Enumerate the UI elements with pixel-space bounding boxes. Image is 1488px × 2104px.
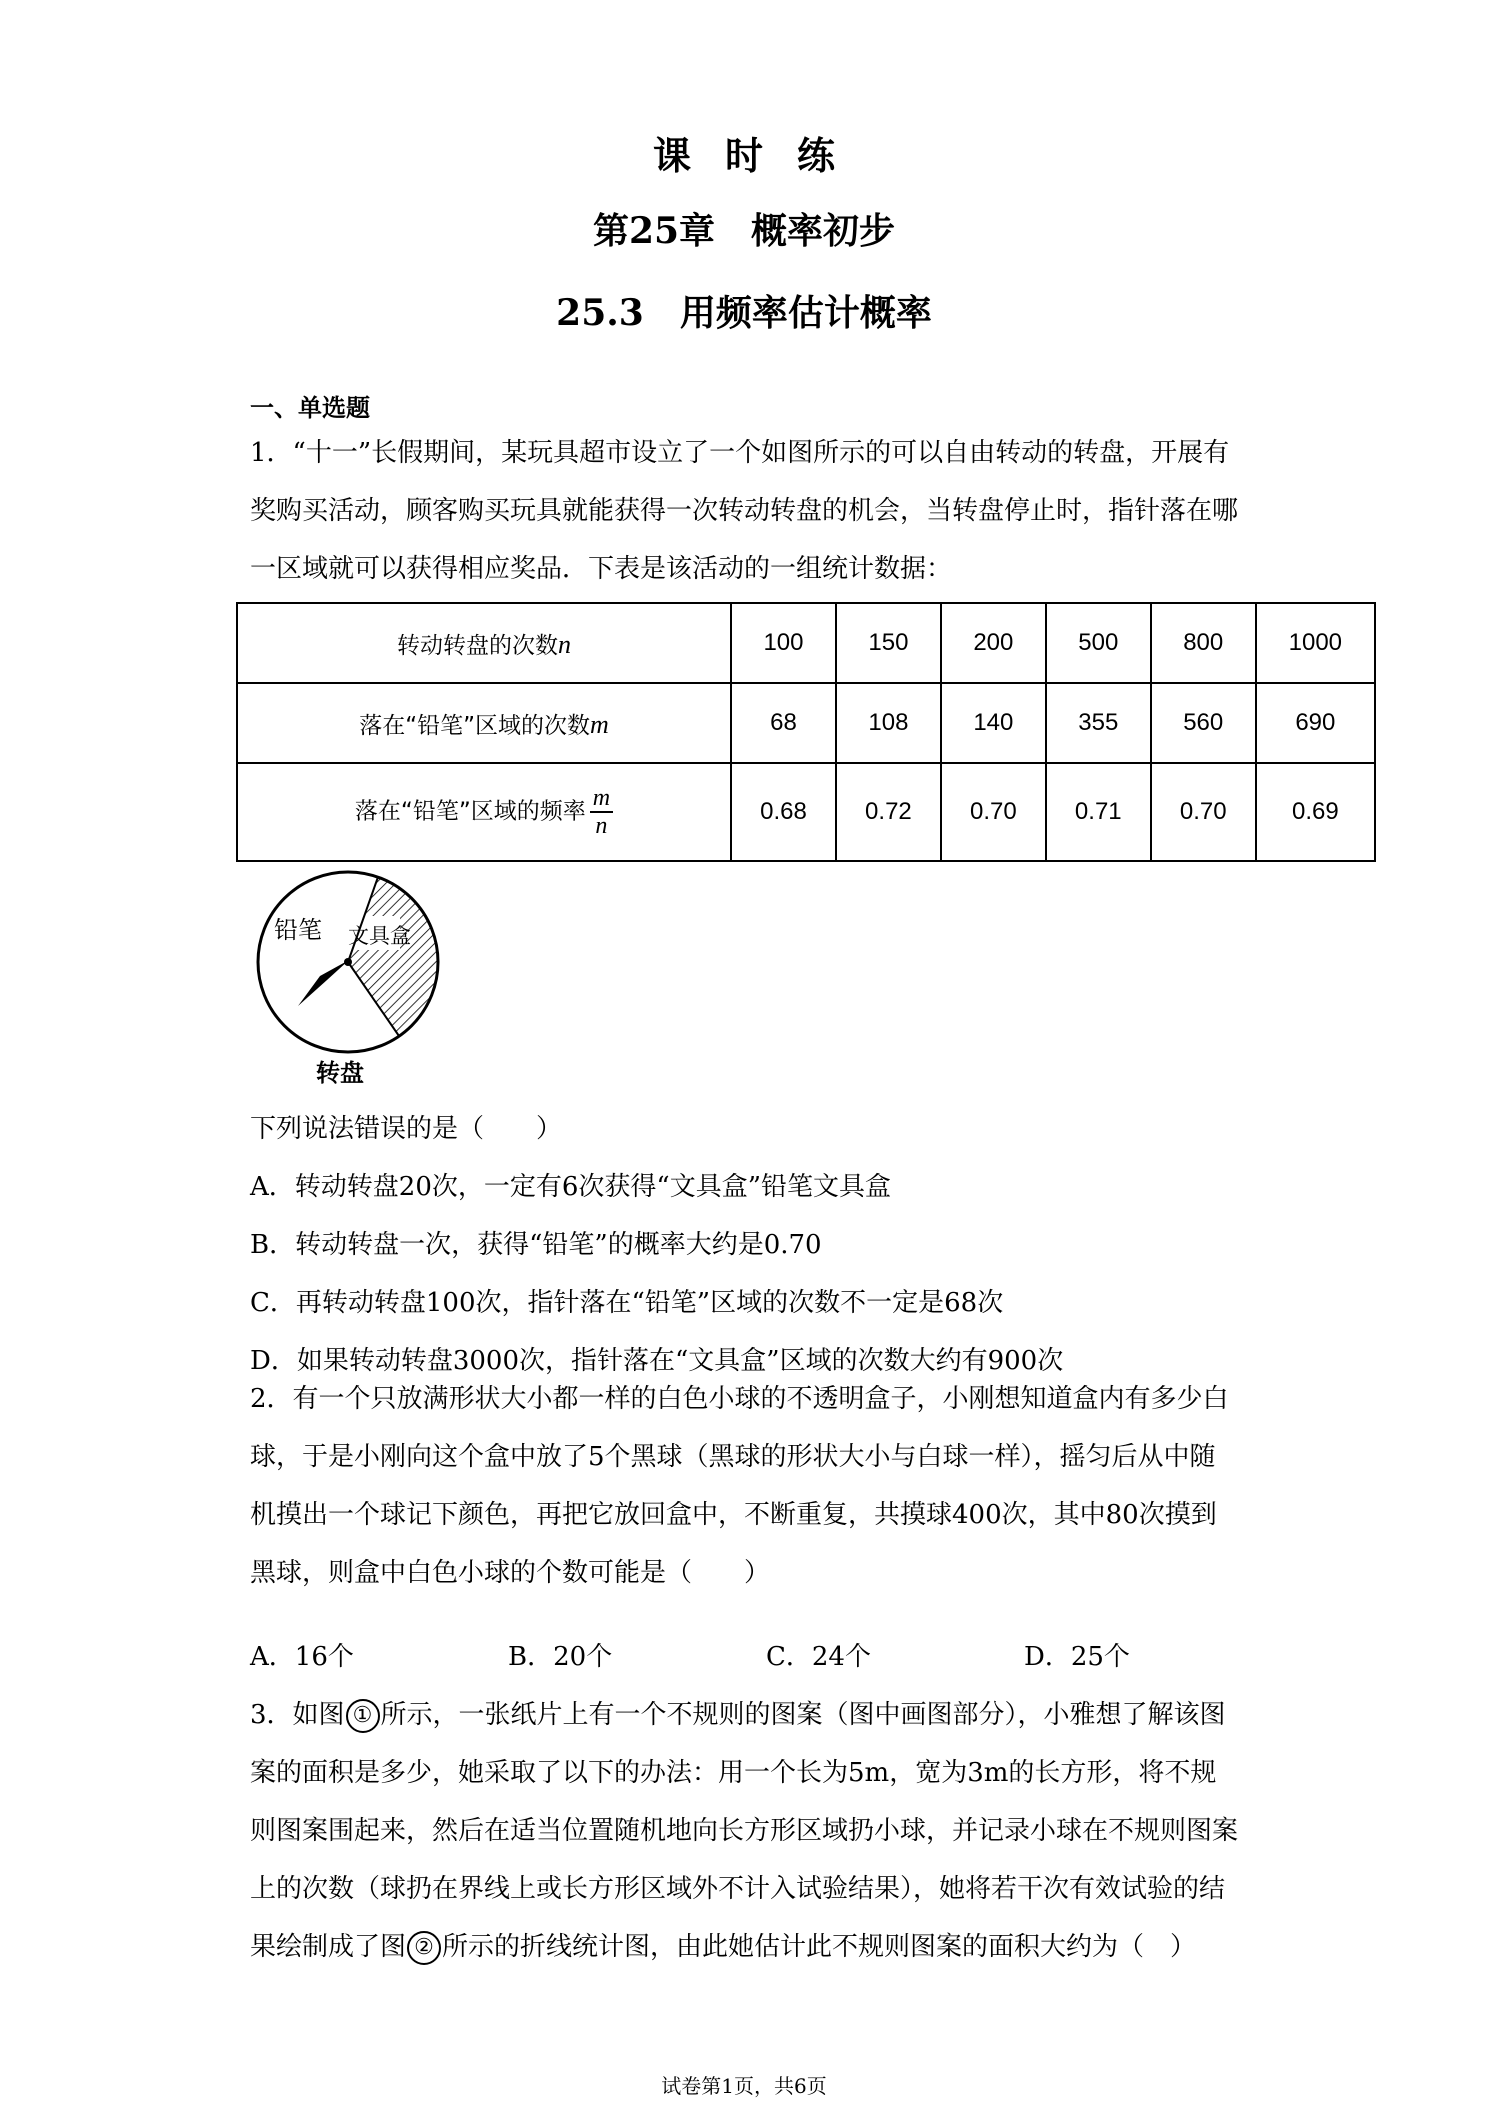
table-cell: 0.69	[1256, 763, 1375, 861]
text-line: 黑球，则盒中白色小球的个数可能是（ ）	[250, 1558, 771, 1588]
text-line: 机摸出一个球记下颜色，再把它放回盒中，不断重复，共摸球400次，其中80次摸到	[250, 1500, 1217, 1530]
question-2-text	[250, 1370, 1250, 1602]
table-cell: 355	[1046, 683, 1151, 763]
text-line	[250, 1918, 1250, 1976]
text-line: 上的次数（球扔在界线上或长方形区域外不计入试验结果），她将若干次有效试验的结	[250, 1874, 1226, 1904]
option-b: B．20个	[508, 1642, 613, 1672]
spinner-caption: 转盘	[316, 1059, 364, 1087]
text-line: 奖购买活动，顾客购买玩具就能获得一次转动转盘的机会，当转盘停止时，指针落在哪	[250, 496, 1239, 526]
table-cell: 1000	[1256, 603, 1375, 683]
table-row	[237, 603, 1375, 683]
variable: n	[558, 629, 571, 659]
pencil-label: 铅笔	[274, 916, 322, 944]
option-c: C．再转动转盘100次，指针落在“铅笔”区域的次数不一定是68次	[250, 1288, 1004, 1318]
statistics-table	[236, 602, 1376, 862]
text-line: 球，于是小刚向这个盒中放了5个黑球（黑球的形状大小与白球一样），摇匀后从中随	[250, 1442, 1216, 1472]
table-cell: 560	[1151, 683, 1256, 763]
row-label: 转动转盘的次数	[397, 632, 558, 659]
text-line: 2．有一个只放满形状大小都一样的白色小球的不透明盒子，小刚想知道盒内有多少白	[250, 1384, 1229, 1414]
table-row	[237, 763, 1375, 861]
option-d: D．25个	[1024, 1642, 1130, 1672]
option-a: A．转动转盘20次，一定有6次获得“文具盒”铅笔文具盒	[250, 1172, 891, 1202]
question-3-text	[250, 1686, 1250, 1976]
text-span: 果绘制成了图	[250, 1932, 407, 1962]
text-span: 所示的折线统计图，由此她估计此不规则图案的面积大约为（ ）	[442, 1932, 1197, 1962]
text-span: 所示，一张纸片上有一个不规则的图案（图中画图部分），小雅想了解该图	[380, 1700, 1226, 1730]
option-a: A．16个	[250, 1642, 354, 1672]
table-cell: 0.68	[731, 763, 836, 861]
table-cell: 0.70	[1151, 763, 1256, 861]
box-label: 文具盒	[348, 924, 411, 948]
table-cell: 0.71	[1046, 763, 1151, 861]
section-title: 25.3 用频率估计概率	[556, 292, 932, 334]
variable: m	[590, 709, 609, 739]
text-line: 案的面积是多少，她采取了以下的办法：用一个长为5m，宽为3m的长方形，将不规	[250, 1758, 1217, 1788]
row-header	[237, 763, 731, 861]
option-b: B．转动转盘一次，获得“铅笔”的概率大约是0.70	[250, 1230, 822, 1260]
question-1-prompt: 下列说法错误的是（ ）	[250, 1114, 563, 1144]
option-c: C．24个	[766, 1642, 871, 1672]
page-footer: 试卷第1页，共6页	[661, 2074, 827, 2098]
table-cell: 200	[941, 603, 1046, 683]
figure-ref-1: ①	[346, 1699, 380, 1733]
pointer-needle	[298, 960, 349, 1006]
text-line: 1．“十一”长假期间，某玩具超市设立了一个如图所示的可以自由转动的转盘，开展有	[250, 438, 1230, 468]
text-line: 则图案围起来，然后在适当位置随机地向长方形区域扔小球，并记录小球在不规则图案	[250, 1816, 1239, 1846]
table-cell: 0.72	[836, 763, 941, 861]
table-cell: 108	[836, 683, 941, 763]
row-label: 落在“铅笔”区域的次数	[359, 712, 591, 739]
page-title: 课时练	[652, 133, 869, 178]
text-line	[250, 1686, 1250, 1744]
table-cell: 100	[731, 603, 836, 683]
table-cell: 800	[1151, 603, 1256, 683]
fraction-denominator: n	[595, 813, 608, 839]
question-1-text	[250, 424, 1250, 598]
table-row	[237, 683, 1375, 763]
section-heading: 一、单选题	[250, 394, 370, 422]
row-header	[237, 603, 731, 683]
table-cell: 690	[1256, 683, 1375, 763]
fraction-numerator: m	[590, 785, 613, 813]
option-d: D．如果转动转盘3000次，指针落在“文具盒”区域的次数大约有900次	[250, 1346, 1064, 1376]
table-cell: 500	[1046, 603, 1151, 683]
row-label: 落在“铅笔”区域的频率	[354, 798, 586, 825]
fraction	[590, 785, 613, 839]
table-cell: 140	[941, 683, 1046, 763]
spinner-figure	[252, 868, 452, 1088]
text-line: 一区域就可以获得相应奖品．下表是该活动的一组统计数据：	[250, 554, 953, 584]
text-span: 3．如图	[250, 1700, 345, 1730]
table-cell: 150	[836, 603, 941, 683]
table-cell: 0.70	[941, 763, 1046, 861]
chapter-title: 第25章 概率初步	[592, 210, 896, 252]
spinner-hub	[344, 958, 352, 966]
figure-ref-2: ②	[407, 1931, 441, 1965]
table-cell: 68	[731, 683, 836, 763]
row-header	[237, 683, 731, 763]
